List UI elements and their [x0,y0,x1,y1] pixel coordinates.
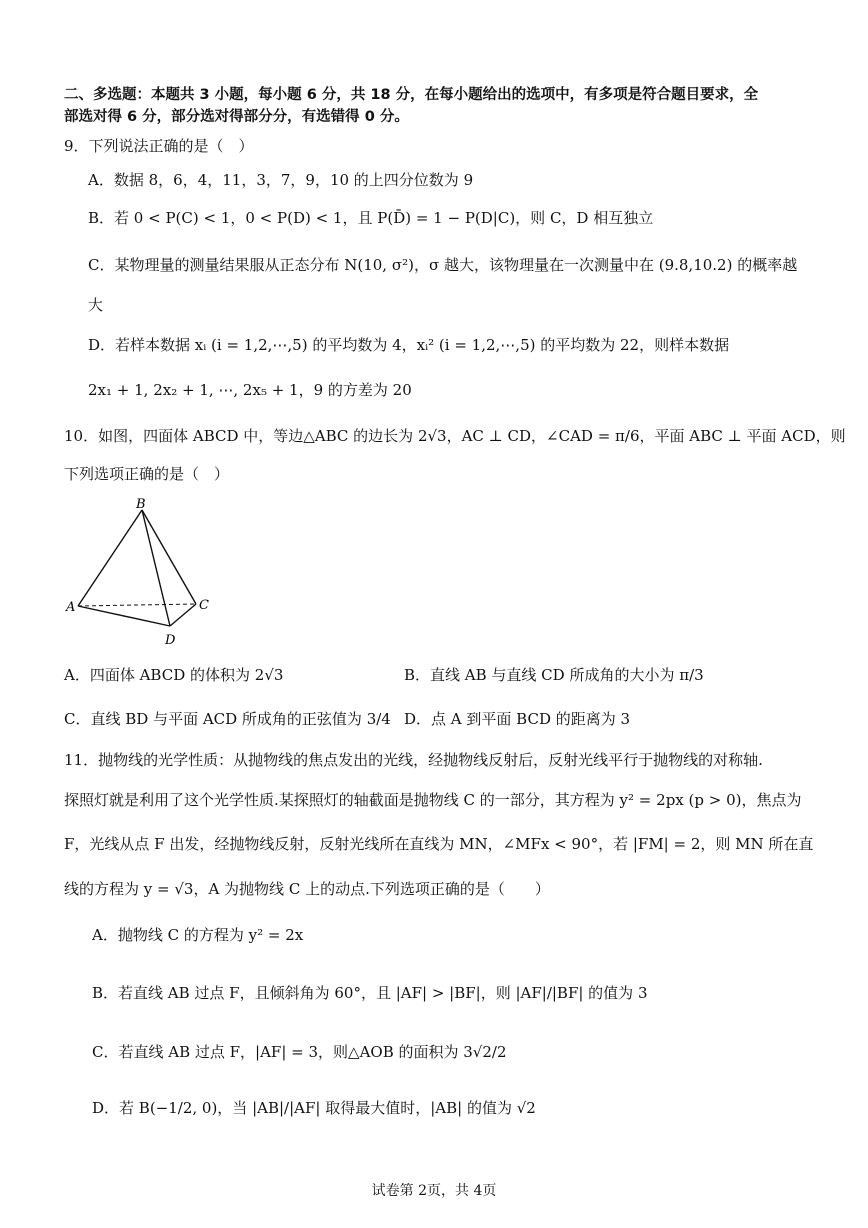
q11-stem-line1: 11．抛物线的光学性质：从抛物线的焦点发出的光线，经抛物线反射后，反射光线平行于抛物线的对称轴. [64,751,763,769]
edge-ac-hidden [78,604,196,606]
q9-option-b: B．若 0 < P(C) < 1，0 < P(D) < 1，且 P(D̄) = 1 − P(D|C)，则 C，D 相互独立 [88,209,654,227]
q9-stem: 9．下列说法正确的是（ ） [64,137,254,155]
q9-option-a: A．数据 8，6，4，11，3，7，9，10 的上四分位数为 9 [88,171,474,189]
page-footer: 试卷第 2页，共 4页 [371,1183,497,1199]
q9-option-c-line2: 大 [88,296,104,314]
edge-bc [142,510,196,604]
edge-bd [142,510,170,626]
q10-stem-line2: 下列选项正确的是（ ） [64,465,230,483]
q10-option-c: C．直线 BD 与平面 ACD 所成角的正弦值为 3/4 [64,710,391,728]
q11-option-b: B．若直线 AB 过点 F，且倾斜角为 60°，且 |AF| > |BF|，则 |AF|/|BF| 的值为 3 [92,984,648,1002]
q10-option-d: D．点 A 到平面 BCD 的距离为 3 [404,710,631,728]
edge-ab [78,510,142,606]
q11-stem-line2: 探照灯就是利用了这个光学性质.某探照灯的轴截面是抛物线 C 的一部分，其方程为 y² = 2px (p > 0)，焦点为 [64,791,802,809]
vertex-label-a: A [66,600,76,615]
q10-option-b: B．直线 AB 与直线 CD 所成角的大小为 π/3 [404,666,704,684]
q11-option-d: D．若 B(−1/2, 0)，当 |AB|/|AF| 取得最大值时，|AB| 的值为 √2 [92,1099,536,1117]
q11-option-c: C．若直线 AB 过点 F，|AF| = 3，则△AOB 的面积为 3√2/2 [92,1043,507,1061]
q11-stem-line4: 线的方程为 y = √3，A 为抛物线 C 上的动点.下列选项正确的是（ ） [64,880,550,898]
q11-stem-line3: F，光线从点 F 出发，经抛物线反射，反射光线所在直线为 MN，∠MFx < 90°，若 |FM| = 2，则 MN 所在直 [64,835,814,853]
edge-dc [170,604,196,626]
q9-option-d-line1: D．若样本数据 xᵢ (i = 1,2,⋯,5) 的平均数为 4，xᵢ² (i = 1,2,⋯,5) 的平均数为 22，则样本数据 [88,336,730,354]
q9-option-d-line2: 2x₁ + 1, 2x₂ + 1, ⋯, 2x₅ + 1，9 的方差为 20 [88,381,412,399]
edge-ad [78,606,170,626]
section-header-line1: 二、多选题：本题共 3 小题，每小题 6 分，共 18 分，在每小题给出的选项中，有多项是符合题目要求，全 [64,87,759,103]
section-header-line2: 部选对得 6 分，部分选对得部分分，有选错得 0 分。 [64,109,409,125]
q10-option-a: A．四面体 ABCD 的体积为 2√3 [64,666,284,684]
vertex-label-d: D [165,633,176,648]
vertex-label-b: B [136,497,146,512]
q9-option-c-line1: C．某物理量的测量结果服从正态分布 N(10, σ²)，σ 越大，该物理量在一次测量中在 (9.8,10.2) 的概率越 [88,256,798,274]
q11-option-a: A．抛物线 C 的方程为 y² = 2x [92,926,304,944]
vertex-label-c: C [199,598,209,613]
q10-stem-line1: 10．如图，四面体 ABCD 中，等边△ABC 的边长为 2√3，AC ⊥ CD，∠CAD = π/6，平面 ABC ⊥ 平面 ACD，则 [64,427,846,445]
tetrahedron-diagram [60,496,220,648]
